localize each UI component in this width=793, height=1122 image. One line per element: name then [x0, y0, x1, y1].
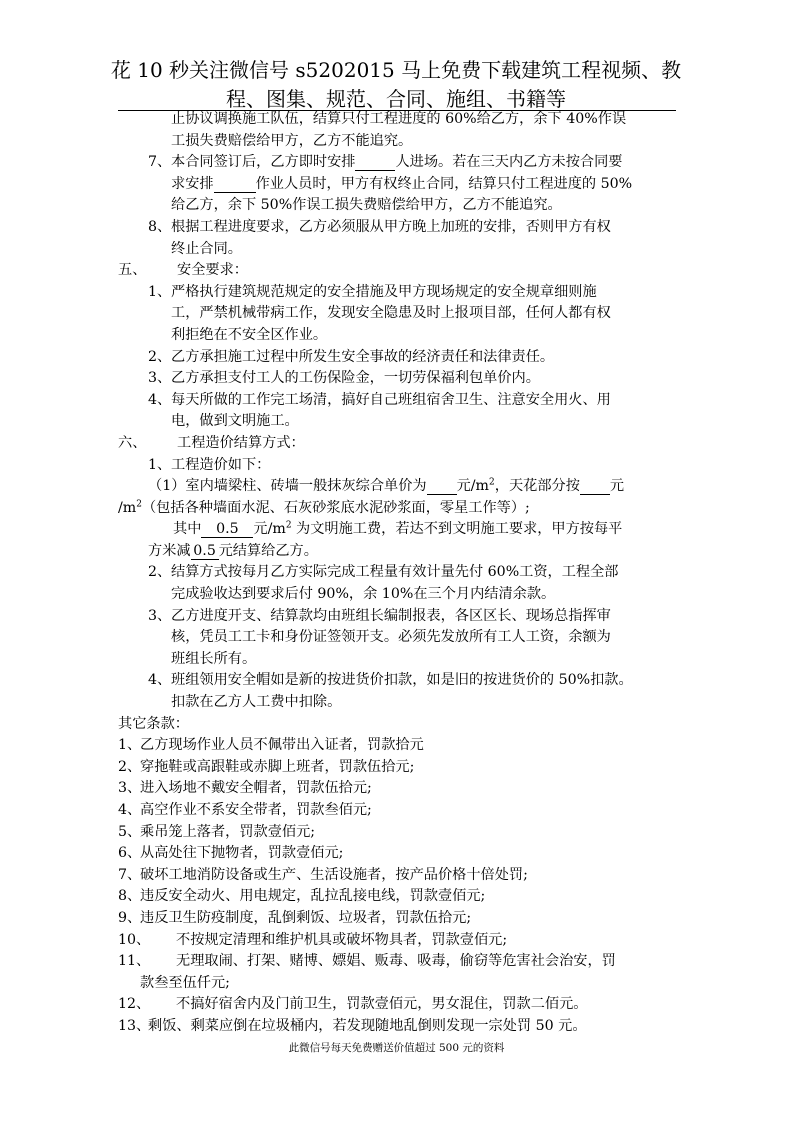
clause-text: 核，凭员工工卡和身份证签领开支。必须先发放所有工人工资，余额为	[171, 629, 611, 646]
page-footer: 此微信号每天免费赠送价值超过 500 元的资料	[288, 1042, 505, 1054]
clause-number: 1、	[148, 456, 172, 473]
penalty-item	[118, 886, 678, 908]
blank-field	[214, 177, 256, 193]
clause-text: 款叁至伍仟元;	[140, 974, 230, 991]
intro-line: 工损失费赔偿给甲方，乙方不能追究。	[171, 132, 413, 149]
clause-text: 工程造价如下：	[171, 456, 271, 473]
clause-text: 班组领用安全帽如是新的按进货价扣款，如是旧的按进货价的 50%扣款。	[171, 672, 633, 689]
clause-number: 9、	[118, 909, 142, 926]
clause-number: 1、	[118, 737, 142, 754]
clause-number: 4、	[148, 672, 172, 689]
clause-number: 3、	[118, 780, 142, 797]
penalty-item	[118, 757, 678, 779]
clause-text: 完成验收达到要求后付 90%，余 10%在三个月内结清余款。	[171, 586, 556, 603]
clause-text: 剩饭、剩菜应倒在垃圾桶内，若发现随地乱倒则发现一宗处罚 50 元。	[148, 1017, 587, 1034]
clause-number: 8、	[148, 218, 172, 235]
intro-line: 止协议调换施工队伍，结算只付工程进度的 60%给乙方，余下 40%作误	[171, 111, 627, 127]
clause-number: 2、	[148, 564, 172, 581]
clause-text: 高空作业不系安全带者，罚款叁佰元;	[140, 802, 372, 818]
clause-text: 工，严禁机械带病工作，发现安全隐患及时上报项目部，任何人都有权	[171, 305, 611, 322]
penalty-item	[118, 865, 678, 887]
clause-text: 结算方式按每月乙方实际完成工程量有效计量先付 60%工资，工程全部	[171, 564, 619, 581]
clause-number: 3、	[148, 370, 172, 387]
penalty-item	[118, 843, 678, 865]
price-line: $/m^2$（包括各种墙面水泥、石灰砂浆底水泥砂浆面，零星工作等）;	[118, 498, 530, 516]
clause-number: 8、	[118, 888, 142, 905]
blank-field	[580, 479, 610, 495]
blank-field	[355, 155, 395, 171]
clause-text: 无理取闹、打架、赌博、嫖娼、贩毒、吸毒，偷窃等危害社会治安，罚	[176, 953, 616, 970]
clause-text: 扣款在乙方人工费中扣除。	[171, 694, 342, 711]
clause-number: 2、	[148, 348, 172, 365]
clause-text: 违反卫生防疫制度，乱倒剩饭、垃圾者，罚款伍拾元;	[140, 909, 472, 926]
clause-text: 每天所做的工作完工场清，搞好自己班组宿舍卫生、注意安全用火、用	[171, 391, 611, 408]
clause-text: 乘吊笼上落者，罚款壹佰元;	[140, 823, 316, 840]
clause-number: 1、	[148, 283, 172, 300]
section-number: 六、	[118, 434, 147, 451]
pricing-item-2	[118, 562, 678, 605]
clause-8	[118, 217, 678, 260]
penalty-item	[118, 951, 678, 973]
clause-number: 2、	[118, 758, 142, 775]
penalty-item	[118, 822, 678, 844]
clause-text: 人进场。若在三天内乙方未按合同要	[395, 154, 623, 171]
clause-text: 利拒绝在不安全区作业。	[171, 326, 328, 343]
clause-number: 7、	[118, 866, 142, 883]
clause-text: 不搞好宿舍内及门前卫生，罚款壹佰元，男女混住，罚款二佰元。	[176, 996, 588, 1013]
clause-text: 进入场地不戴安全帽者，罚款伍拾元;	[140, 780, 372, 797]
clause-text: 给乙方，余下 50%作误工损失费赔偿给甲方，乙方不能追究。	[171, 197, 562, 214]
section-number: 五、	[118, 262, 147, 279]
clause-text: 严格执行建筑规范规定的安全措施及甲方现场规定的安全规章细则施	[171, 283, 597, 300]
clause-number: 13、	[118, 1017, 151, 1034]
clause-number: 12、	[118, 996, 151, 1013]
filled-field: 0.5	[191, 544, 219, 560]
section-5-heading	[118, 260, 678, 282]
clause-text: 乙方进度开支、结算款均由班组长编制报表，各区区长、现场总指挥审	[171, 607, 611, 624]
clause-number: 7、	[148, 154, 172, 171]
pricing-item-1	[118, 455, 678, 477]
clause-text: 破坏工地消防设备或生产、生活设施者，按产品价格十倍处罚;	[140, 866, 528, 883]
clause-number: 4、	[118, 802, 142, 818]
header-line-1: 花 10 秒关注微信号 s5202015 马上免费下载建筑工程视频、教	[110, 58, 682, 82]
penalty-item	[118, 994, 678, 1016]
clause-text: 班组长所有。	[171, 650, 257, 667]
pricing-item-3	[118, 606, 678, 671]
pricing-item-4	[118, 670, 678, 713]
penalty-item	[118, 908, 678, 930]
page-header	[110, 56, 682, 114]
safety-item-2	[118, 347, 678, 369]
other-title: 其它条款：	[118, 715, 189, 732]
filled-field: 0.5	[201, 522, 253, 538]
penalty-item	[118, 800, 678, 822]
clause-text: 本合同签订后，乙方即时安排	[171, 154, 356, 171]
safety-item-4	[118, 390, 678, 433]
header-line-2: 程、图集、规范、合同、施组、书籍等	[226, 87, 566, 111]
price-line: 方米减 0.5 元结算给乙方。	[148, 542, 318, 559]
clause-number: 5、	[118, 823, 142, 840]
clause-text: 求安排	[171, 175, 214, 192]
clause-number: 4、	[148, 391, 172, 408]
clause-text: 穿拖鞋或高跟鞋或赤脚上班者，罚款伍拾元;	[140, 758, 415, 775]
clause-text: 终止合同。	[171, 240, 242, 257]
price-line: 其中 0.5 元$/m^2$ 为文明施工费，若达不到文明施工要求，甲方按每平	[173, 520, 623, 538]
section-title: 安全要求：	[177, 262, 248, 279]
blank-field	[427, 479, 457, 495]
clause-number: 6、	[118, 845, 142, 862]
penalty-item	[118, 1016, 678, 1038]
safety-item-3	[118, 368, 678, 390]
clause-text: 乙方承担支付工人的工伤保险金，一切劳保福利包单价内。	[171, 370, 540, 387]
price-line: （1）室内墙梁柱、砖墙一般抹灰综合单价为 元$/m^2$，天花部分按 元	[148, 477, 625, 495]
clause-number: 10、	[118, 931, 151, 948]
section-title: 工程造价结算方式：	[177, 434, 305, 451]
section-6-heading	[118, 433, 678, 455]
clause-text: 电，做到文明施工。	[171, 413, 299, 430]
penalty-item	[118, 930, 678, 952]
clause-text: 根据工程进度要求，乙方必须服从甲方晚上加班的安排，否则甲方有权	[171, 218, 611, 235]
clause-number: 11、	[118, 953, 151, 970]
clause-text: 作业人员时，甲方有权终止合同，结算只付工程进度的 50%	[255, 175, 633, 192]
clause-text: 乙方现场作业人员不佩带出入证者，罚款拾元	[140, 737, 424, 754]
clause-text: 乙方承担施工过程中所发生安全事故的经济责任和法律责任。	[171, 348, 555, 365]
clause-text: 违反安全动火、用电规定，乱拉乱接电线，罚款壹佰元;	[140, 888, 486, 905]
penalty-item	[118, 778, 678, 800]
document-body	[118, 109, 678, 1038]
clause-text: 从高处往下抛物者，罚款壹佰元;	[140, 845, 344, 862]
clause-number: 3、	[148, 607, 172, 624]
clause-7	[118, 152, 678, 217]
penalty-item	[118, 735, 678, 757]
safety-item-1	[118, 282, 678, 347]
clause-text: 不按规定清理和维护机具或破坏物具者，罚款壹佰元;	[176, 931, 508, 948]
